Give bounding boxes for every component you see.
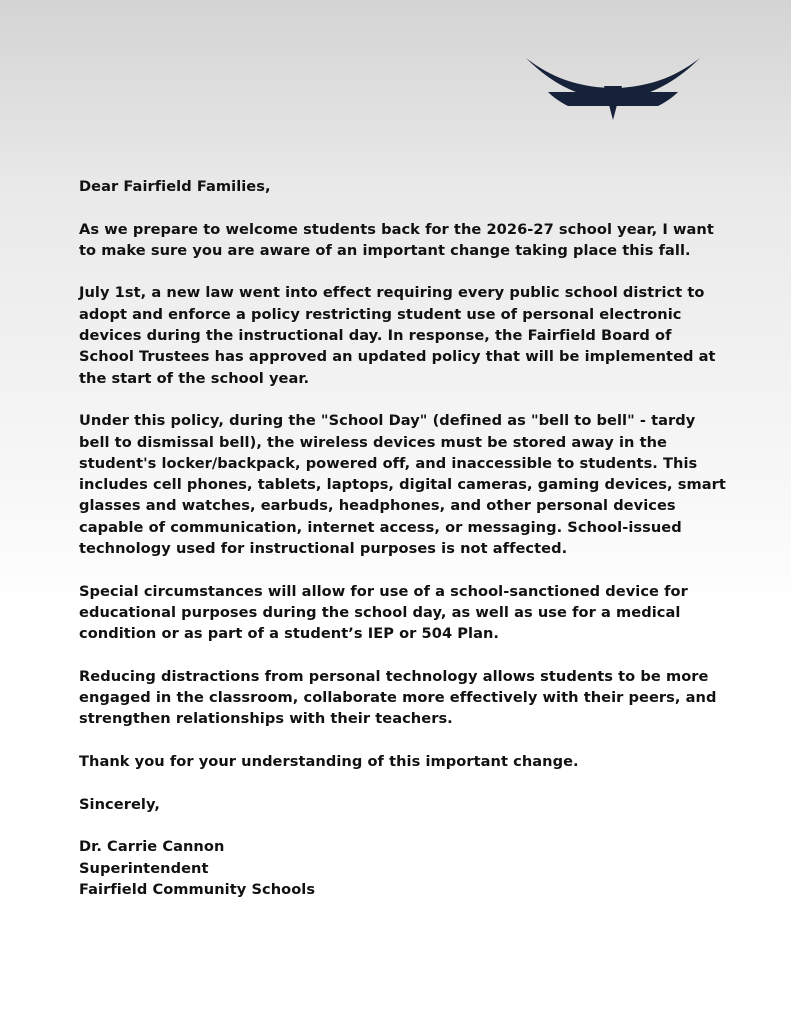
signature-organization: Fairfield Community Schools bbox=[79, 880, 316, 898]
letter-paragraph-benefits: Reducing distractions from personal technology allows students to be more engaged in the classroom, collaborate more effectively with their peers, and strengthen relationships with their teachers. bbox=[79, 667, 717, 728]
eagle-wings-f-logo-icon bbox=[524, 56, 702, 122]
letter-closing: Sincerely, bbox=[79, 795, 160, 813]
letter-paragraph-intro: As we prepare to welcome students back for the 2026-27 school year, I want to make sure you are aware of an important change taking place this fall. bbox=[79, 220, 714, 259]
letter-greeting: Dear Fairfield Families, bbox=[79, 178, 271, 195]
signature-title: Superintendent bbox=[79, 859, 209, 877]
letter-body bbox=[79, 176, 729, 921]
letter-paragraph-exceptions: Special circumstances will allow for use of a school-sanctioned device for educational purposes during the school day, as well as use for a medical condition or as part of a student’s IEP or 504 Plan. bbox=[79, 582, 688, 643]
letter-paragraph-thanks: Thank you for your understanding of this important change. bbox=[79, 753, 579, 771]
signature-name: Dr. Carrie Cannon bbox=[79, 838, 225, 856]
letter-paragraph-policy: Under this policy, during the "School Day" (defined as "bell to bell" - tardy bell to dismissal bell), the wireless devices must be stored away in the student's locker/backpack, powered off, and inaccessible to students. This includes cell phones, tablets, laptops, digital cameras, gaming devices, smart glasses and watches, earbuds, headphones, and other personal devices capable of communication, internet access, or messaging. School-issued technology used for instructional purposes is not affected. bbox=[79, 412, 726, 558]
letter-paragraph-law: July 1st, a new law went into effect requiring every public school district to adopt and enforce a policy restricting student use of personal electronic devices during the instructional day. In response, the Fairfield Board of School Trustees has approved an updated policy that will be implemented at the start of the school year. bbox=[79, 284, 716, 387]
letter-signature-block bbox=[79, 836, 729, 900]
